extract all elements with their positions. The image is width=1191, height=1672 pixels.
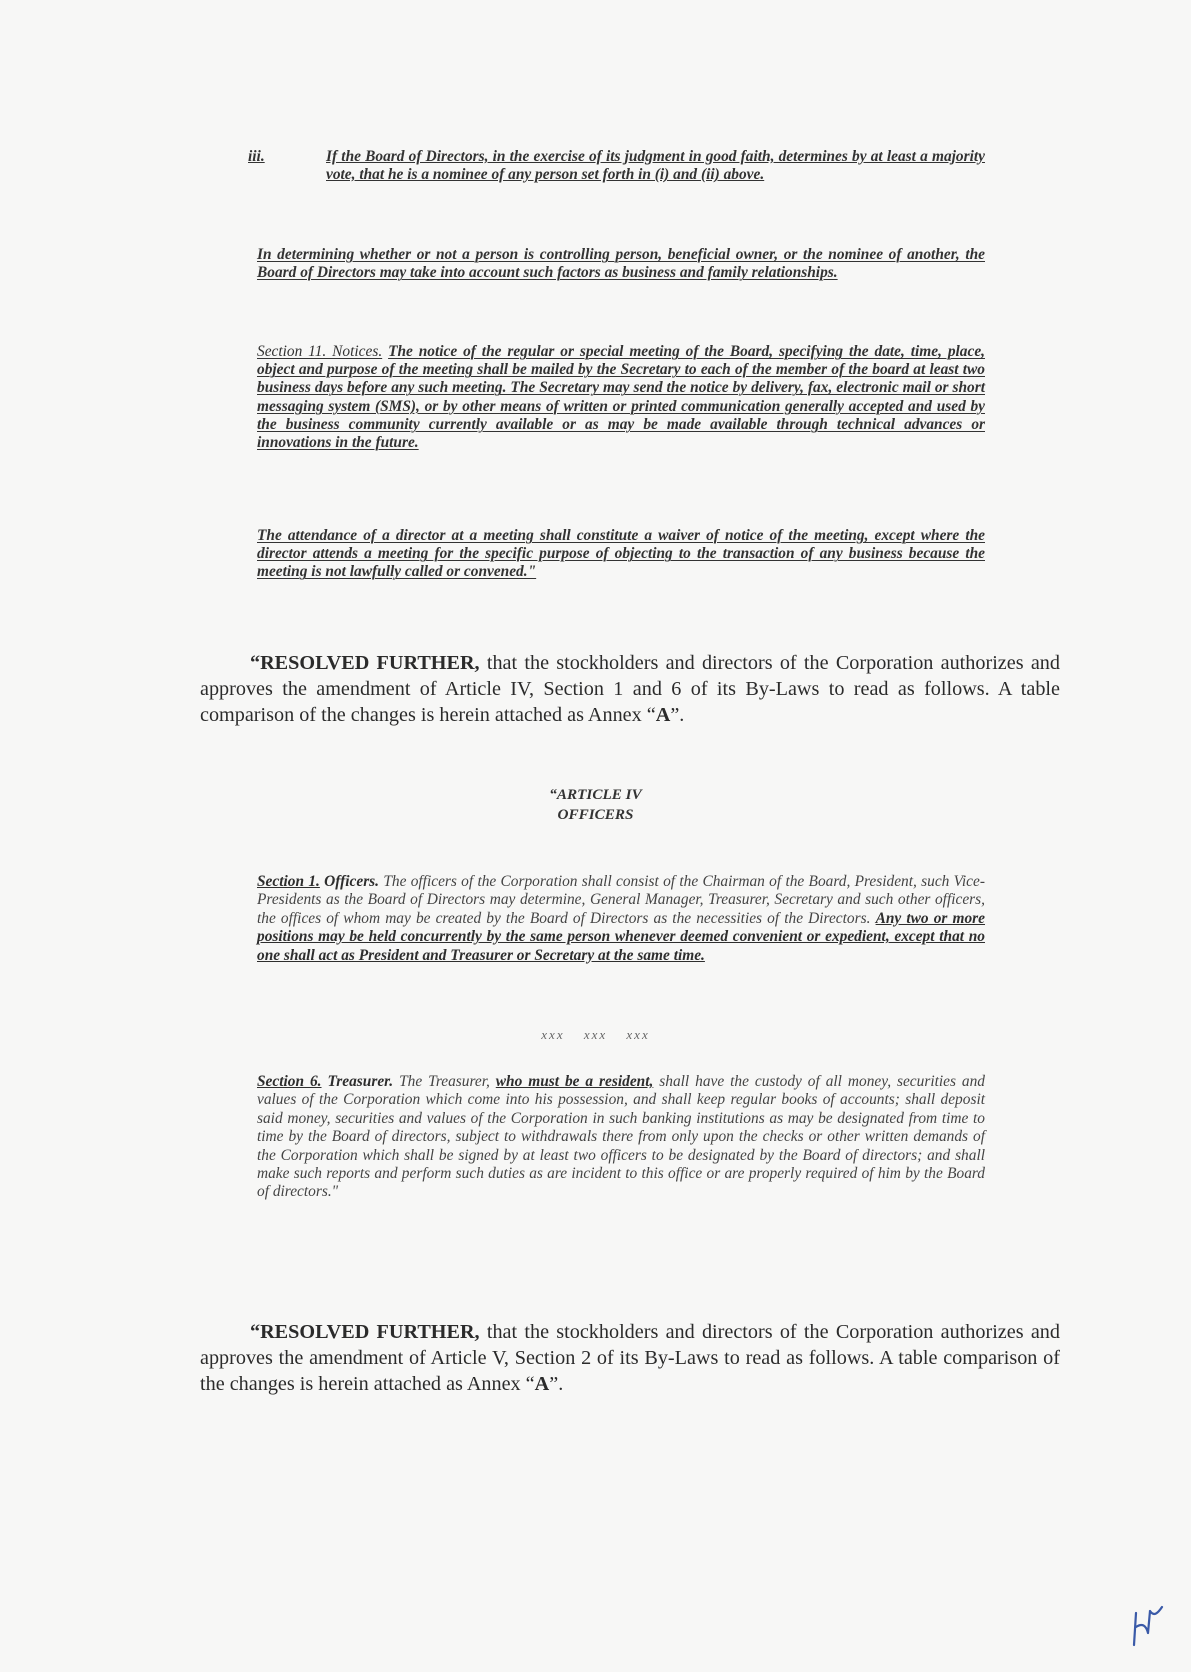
resolved-2-end: ”. [549,1373,564,1395]
section-11-heading: Section 11. Notices. [257,343,383,360]
item-iii-number: iii. [248,148,265,165]
resolved-1-end: ”. [670,704,685,726]
item-iii-text: If the Board of Directors, in the exercise of its judgment in good faith, determines by at least a majority vote, that he is a nominee of any person set forth in (i) and (ii) above. [326,148,985,184]
section-1-number: Section 1. [257,873,320,890]
determining-paragraph: In determining whether or not a person is controlling person, beneficial owner, or the nominee of another, the Board of Directors may take into account such factors as business and family relationships. [257,246,985,282]
section-6-treasurer [257,1073,985,1202]
section-6-amendment: who must be a resident, [495,1073,654,1090]
section-1-officers [257,873,985,965]
handwritten-initials-icon [1128,1603,1168,1649]
resolved-further-1 [200,650,1060,728]
section-1-amendment: Any two or more positions may be held concurrently by the same person whenever deemed convenient or expedient, except that no one shall act as President and Treasurer or Secretary at the same time. [257,909,985,964]
resolved-2-lead: “RESOLVED FURTHER, [250,1321,480,1343]
section-1-title: Officers. [324,873,380,890]
section-11 [257,343,985,452]
section-6-number: Section 6. [257,1073,322,1090]
section-6-text: shall have the custody of all money, securities and values of the Corporation which come into his possession, and shall keep regular books of accounts; shall deposit said money, securities and values of the Corporation in such banking institutions as may be designated from time to time by the Board of directors, subject to withdrawals there from only upon the checks or other written demands of the Corporation which shall be signed by at least two officers to be designated by the Board of directors; and shall make such reports and perform such duties as are incident to this office or are properly required of him by the Board of directors." [257,1073,985,1201]
resolved-further-2 [200,1319,1060,1397]
attendance-paragraph: The attendance of a director at a meeting shall constitute a waiver of notice of the meeting, except where the director attends a meeting for the specific purpose of objecting to the transaction of any business because the meeting is not lawfully called or convened." [257,527,985,581]
resolved-2-text: that the stockholders and directors of the Corporation authorizes and approves the amendment of Article V, Section 2 of its By-Laws to read as follows. A table comparison of the changes is herein attached as Annex “ [200,1321,1060,1395]
article-line-2: OFFICERS [557,806,634,823]
resolved-2-annex: A [534,1373,550,1395]
resolved-1-annex: A [655,704,671,726]
section-6-title: Treasurer. [327,1073,394,1090]
omission-separator: xxx xxx xxx [541,1027,650,1042]
resolved-1-text: that the stockholders and directors of the Corporation authorizes and approves the amendment of Article IV, Section 1 and 6 of its By-Laws to read as follows. A table comparison of the changes is herein attached as Annex “ [200,652,1060,726]
article-heading [0,785,1191,825]
article-line-1: “ARTICLE IV [549,786,642,803]
section-11-text: The notice of the regular or special meeting of the Board, specifying the date, time, place, object and purpose of the meeting shall be mailed by the Secretary to each of the member of the board at least two business days before any such meeting. The Secretary may send the notice by delivery, fax, electronic mail or short messaging system (SMS), or by other means of written or printed communication generally accepted and used by the business community currently available or as may be made available through technical advances or innovations in the future. [257,343,985,452]
section-6-pre: The Treasurer, [399,1073,490,1090]
section-1-text: The officers of the Corporation shall consist of the Chairman of the Board, President, such Vice-Presidents as the Board of Directors may determine, General Manager, Treasurer, Secretary and such other officers, the offices of whom may be created by the Board of Directors as the necessities of the Directors. [257,873,985,927]
resolved-1-lead: “RESOLVED FURTHER, [250,652,480,674]
